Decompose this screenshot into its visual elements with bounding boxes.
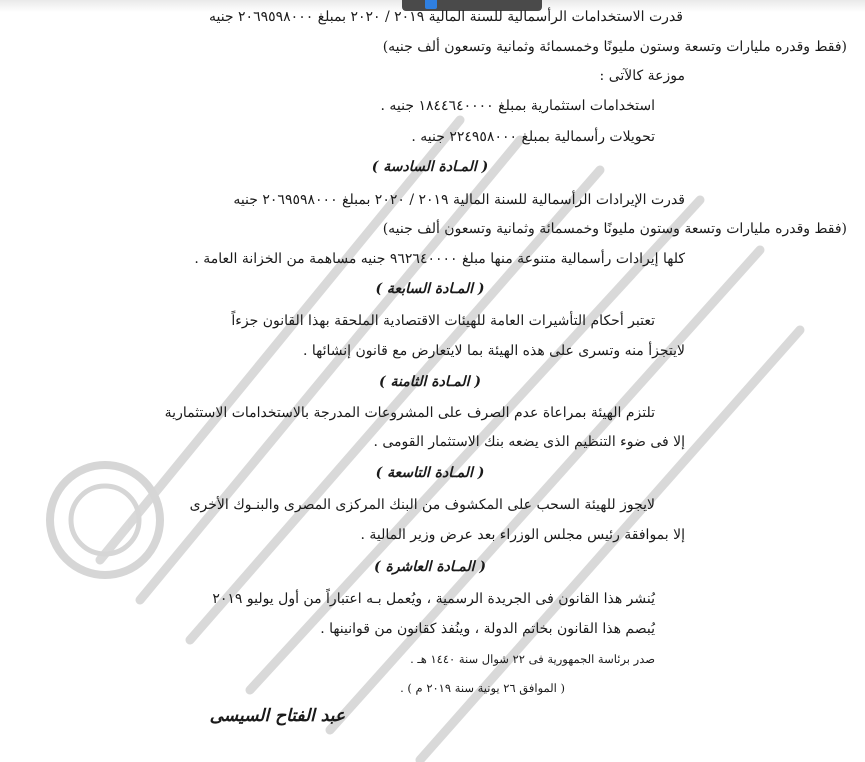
text-line: تعتبر أحكام التأشيرات العامة للهيئات الاقتصادية الملحقة بهذا القانون جزءاً: [231, 313, 655, 329]
watermark-seal: [50, 465, 160, 575]
seal-ring: [50, 465, 160, 575]
signature: عبد الفتاح السيسى: [209, 706, 345, 726]
text-line: تحويلات رأسمالية بمبلغ ٢٢٤٩٥٨٠٠٠ جنيه .: [411, 129, 655, 145]
text-line: كلها إيرادات رأسمالية متنوعة منها مبلغ ٩٦٢٦٤٠٠٠٠ جنيه مساهمة من الخزانة العامة .: [194, 251, 685, 267]
text-line: (فقط وقدره مليارات وتسعة وستون مليونًا وخمسمائة وثمانية وتسعون ألف جنيه): [382, 39, 847, 55]
article-heading: ( المـادة العاشرة ): [373, 559, 487, 575]
gregorian-date-line: ( الموافق ٢٦ يونية سنة ٢٠١٩ م ) .: [400, 681, 565, 695]
text-line: لايجوز للهيئة السحب على المكشوف من البنك المركزى المصرى والبنـوك الأخرى: [189, 497, 655, 513]
article-heading: ( المـادة التاسعة ): [375, 465, 485, 481]
text-line: (فقط وقدره مليارات وتسعة وستون مليونًا وخمسمائة وثمانية وتسعون ألف جنيه): [382, 221, 847, 237]
text-line: تلتزم الهيئة بمراعاة عدم الصرف على المشروعات المدرجة بالاستخدامات الاستثمارية: [164, 405, 655, 421]
issue-date-line: صدر برئاسة الجمهورية فى ٢٢ شوال سنة ١٤٤٠ هـ .: [410, 652, 655, 666]
text-line: قدرت الإيرادات الرأسمالية للسنة المالية ٢٠١٩ / ٢٠٢٠ بمبلغ ٢٠٦٩٥٩٨٠٠٠ جنيه: [233, 192, 685, 208]
text-line: يُنشر هذا القانون فى الجريدة الرسمية ، ويُعمل بـه اعتباراً من أول يوليو ٢٠١٩: [212, 591, 655, 607]
text-line: إلا فى ضوء التنظيم الذى يضعه بنك الاستثمار القومى .: [373, 434, 685, 450]
article-heading: ( المـادة الثامنة ): [379, 374, 481, 390]
article-heading: ( المـادة السادسة ): [371, 159, 489, 175]
seal-ring: [71, 486, 139, 554]
text-line: قدرت الاستخدامات الرأسمالية للسنة المالية ٢٠١٩ / ٢٠٢٠ بمبلغ ٢٠٦٩٥٩٨٠٠٠ جنيه: [208, 9, 683, 25]
article-heading: ( المـادة السابعة ): [375, 281, 485, 297]
text-line: يُبصم هذا القانون بخاتم الدولة ، وينُفذ كقانون من قوانينها .: [320, 621, 655, 637]
watermark-stroke: [100, 120, 460, 560]
text-line: إلا بموافقة رئيس مجلس الوزراء بعد عرض وزير المالية .: [360, 527, 685, 543]
text-line: لايتجزأ منه وتسرى على هذه الهيئة بما لايتعارض مع قانون إنشائها .: [302, 343, 685, 359]
text-line: استخدامات استثمارية بمبلغ ١٨٤٤٦٤٠٠٠٠ جنيه .: [380, 98, 655, 114]
text-line: موزعة كالآتى :: [599, 68, 685, 84]
